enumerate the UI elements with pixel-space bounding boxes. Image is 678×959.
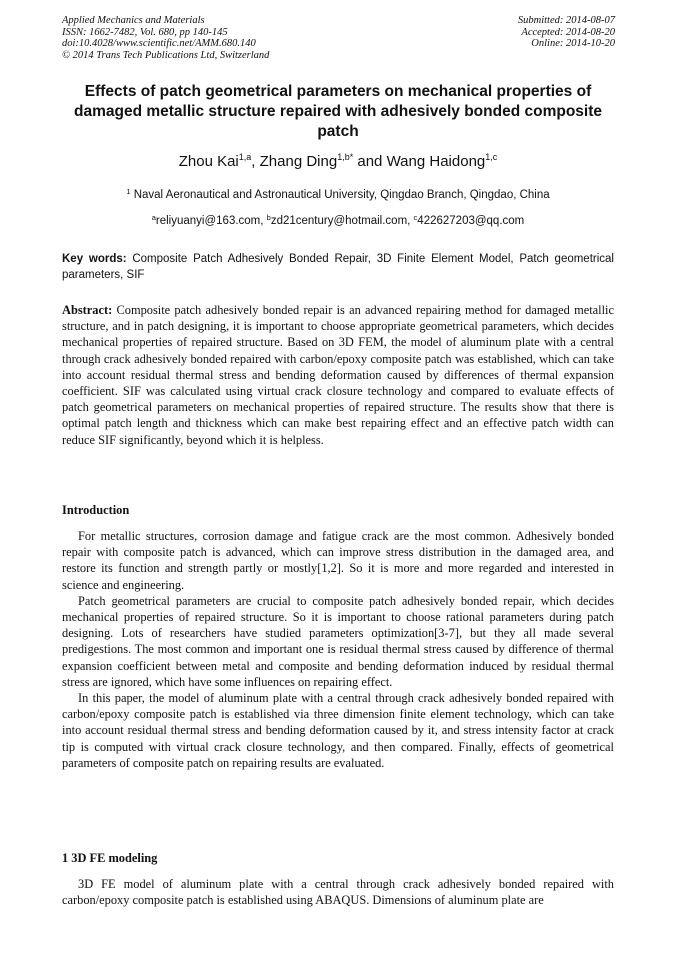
section-heading: 1 3D FE modeling — [62, 851, 158, 865]
email-address: reliyuanyi@163.com — [155, 215, 261, 227]
paragraph: Patch geometrical parameters are crucial to composite patch adhesively bonded repair, which decides mechanical properties of repaired structure. So it is important to choose rational parameters during patch designing. Lots of researchers have studied parameters optimization[3-7], but they all made several predigestions. The most common and important one is residual thermal stress caused by difference of thermal expansion coefficient between metal and composite and bending deformation induced by residual thermal stress are ignored, which have some influences on repairing effect. — [62, 593, 614, 689]
keywords-text: Composite Patch Adhesively Bonded Repair, 3D Finite Element Model, Patch geometrical parameters, SIF — [62, 253, 614, 281]
author-name: Wang Haidong — [386, 153, 486, 170]
paragraph: For metallic structures, corrosion damage and fatigue crack are the most common. Adhesively bonded repair with composite patch is advanced, which can improve stress distribution in the damaged area, and restore its function and strength partly or mostly[1,2]. So it is more and more regarded and interested in science and engineering. — [62, 529, 614, 592]
accepted-date: Accepted: 2014-08-20 — [521, 26, 615, 38]
abstract-label: Abstract: — [62, 303, 113, 317]
abstract — [62, 302, 614, 448]
email-address: 422627203@qq.com — [417, 215, 525, 227]
keywords-label: Key words: — [62, 253, 127, 265]
keywords — [62, 251, 614, 283]
author-list — [62, 152, 614, 172]
author-superscript: 1,b* — [337, 152, 354, 162]
email-superscript: c — [413, 213, 418, 222]
email-separator: , — [407, 215, 414, 227]
email-separator: , — [260, 215, 267, 227]
author-separator: and — [353, 153, 387, 170]
author-name: Zhou Kai — [178, 153, 239, 170]
submitted-date: Submitted: 2014-08-07 — [517, 15, 615, 26]
paper-title: Effects of patch geometrical parameters on mechanical properties of damaged metallic structure repaired with adhesively bonded composite patch — [73, 83, 602, 140]
paragraph: 3D FE model of aluminum plate with a central through crack adhesively bonded repaired with carbon/epoxy composite patch is established using ABAQUS. Dimensions of aluminum plate are — [62, 877, 614, 908]
author-superscript: 1,a — [238, 152, 252, 162]
introduction-heading: Introduction — [62, 503, 130, 517]
journal-name: Applied Mechanics and Materials — [62, 15, 205, 26]
introduction-body — [62, 528, 614, 771]
affiliation-text: Naval Aeronautical and Astronautical University, Qingdao Branch, Qingdao, China — [130, 189, 550, 201]
affiliation-superscript: 1 — [126, 187, 131, 196]
paragraph: In this paper, the model of aluminum plate with a central through crack adhesively bonded repaired with carbon/epoxy composite patch is established via three dimension finite element technology, which can take into account residual thermal stress and bending deformation caused by it, and stress intensity factor at crack tip is computed with virtual crack closure technology, and then compared. Finally, effects of geometrical parameters of composite patch on repairing results are evaluated. — [62, 691, 614, 770]
journal-info — [62, 15, 382, 61]
author-emails — [62, 214, 614, 228]
author-superscript: 1,c — [485, 152, 498, 162]
email-superscript: b — [266, 213, 271, 222]
journal-copyright: © 2014 Trans Tech Publications Ltd, Switzerland — [62, 49, 270, 61]
abstract-text: Composite patch adhesively bonded repair is an advanced repairing method for damaged metallic structure, and in patch designing, it is important to choose appropriate geometrical parameters, which decides mechanical properties of repaired structure. Based on 3D FEM, the model of aluminum plate with a central through crack adhesively bonded repaired with carbon/epoxy composite patch was established, which can take into account residual thermal stress and bending deformation caused by differences of thermal expansion coefficient. SIF was calculated using virtual crack closure technology and compared to evaluate effects of patch geometrical parameters on mechanical properties of repaired structure. The results show that there is optimal patch length and thickness which can make best repairing effect and an effective patch width can reduce SIF significantly, beyond which it is helpless. — [62, 303, 614, 447]
online-date: Online: 2014-10-20 — [531, 38, 615, 49]
publication-dates — [385, 15, 615, 50]
journal-doi: doi:10.4028/www.scientific.net/AMM.680.140 — [62, 38, 256, 49]
affiliation — [62, 188, 614, 202]
author-separator: , — [251, 153, 260, 170]
section-body — [62, 876, 614, 908]
author-name: Zhang Ding — [259, 153, 338, 170]
email-superscript: a — [151, 213, 156, 222]
journal-issn: ISSN: 1662-7482, Vol. 680, pp 140-145 — [62, 26, 228, 38]
email-address: zd21century@hotmail.com — [270, 215, 408, 227]
